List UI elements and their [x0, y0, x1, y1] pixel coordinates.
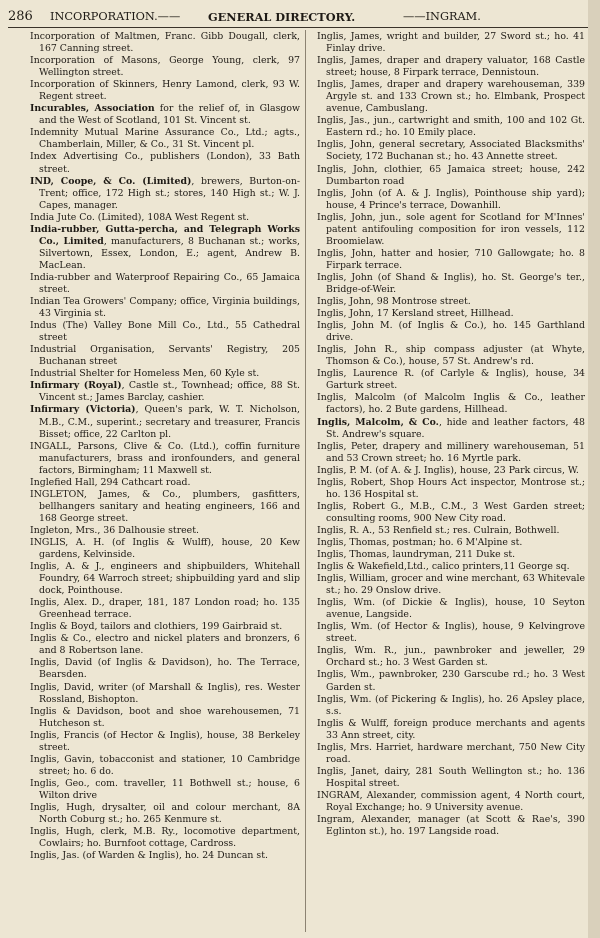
entry-bold-name: Infirmary (Victoria) — [30, 404, 136, 416]
directory-entry — [30, 151, 300, 175]
entry-text: Inglis, James, draper and drapery valuator, 168 Castle street; house, 8 Firpark terrace, Dennistoun. — [317, 55, 585, 79]
entry-text: Inglis & Boyd, tailors and clothiers, 199 Gairbraid st. — [30, 621, 283, 633]
directory-entry — [30, 621, 300, 633]
directory-entry — [30, 127, 300, 151]
entry-text: Inglis, David (of Inglis & Davidson), ho. The Terrace, Bearsden. — [30, 657, 300, 681]
entry-text: Indian Tea Growers' Company; office, Virginia buildings, 43 Virginia st. — [30, 296, 300, 320]
entry-text: Inglis, John, 98 Montrose street. — [317, 296, 471, 308]
directory-entry — [30, 441, 300, 477]
directory-entry — [30, 344, 300, 368]
directory-entry — [317, 164, 585, 188]
directory-entry — [317, 139, 585, 163]
directory-entry — [317, 296, 585, 308]
directory-entry — [317, 525, 585, 537]
entry-text: Inglis, James, draper and drapery warehouseman, 339 Argyle st. and 133 Crown st.; ho. Elmbank, Prospect avenue, Cambuslang. — [317, 79, 585, 115]
entry-text: INGALL, Parsons, Clive & Co. (Ltd.), coffin furniture manufacturers, brass and ironfounders, and general factors, Birmingham; 11 Maxwell st. — [30, 440, 300, 476]
page-header — [8, 9, 588, 28]
directory-entry — [317, 790, 585, 814]
entry-text: , manufacturers, 8 Buchanan st.; works, Silvertown, Essex, London, E.; agent, Andrew B. MacLean. — [39, 235, 300, 271]
entry-text: for the relief of, in Glasgow and the West of Scotland, 101 St. Vincent st. — [39, 103, 300, 127]
directory-entry — [30, 404, 300, 440]
directory-entry — [317, 477, 585, 501]
directory-entry — [30, 802, 300, 826]
entry-text: Inglis, Malcolm (of Malcolm Inglis & Co., leather factors), ho. 2 Bute gardens, Hillhead. — [317, 392, 585, 416]
directory-entry — [317, 344, 585, 368]
entry-bold-name: Inglis, Malcolm, & Co. — [317, 416, 439, 428]
adjacent-page-margin — [588, 0, 600, 938]
entry-text: Inglis, John, jun., sole agent for Scotland for M'Innes' patent antifouling composition for iron vessels, 112 Broomielaw. — [317, 211, 585, 247]
header-title: GENERAL DIRECTORY. — [208, 10, 356, 24]
entry-text: Inglis, Hugh, drysalter, oil and colour merchant, 8A North Coburg st.; ho. 265 Kenmure st. — [30, 802, 300, 826]
entry-text: Inglis, Francis (of Hector & Inglis), house, 38 Berkeley street. — [30, 729, 300, 753]
entry-bold-name: IND, Coope, & Co. (Limited) — [30, 175, 192, 187]
entry-text: Inglis, John, clothier, 65 Jamaica street; house, 242 Dumbarton road — [317, 163, 585, 187]
entry-text: , brewers, Burton-on-Trent; office, 172 High st.; stores, 140 High st.; W. J. Capes, manager. — [39, 175, 300, 211]
directory-entry — [30, 31, 300, 55]
directory-entry — [317, 115, 585, 139]
directory-entry — [317, 441, 585, 465]
directory-entry — [30, 477, 300, 489]
entry-text: Inglis, Laurence R. (of Carlyle & Inglis), house, 34 Garturk street. — [317, 368, 585, 392]
entry-text: Inglis & Davidson, boot and shoe warehousemen, 71 Hutcheson st. — [30, 705, 300, 729]
directory-entry — [30, 176, 300, 212]
directory-entry — [317, 537, 585, 549]
entry-text: Inglis, John M. (of Inglis & Co.), ho. 145 Garthland drive. — [317, 320, 585, 344]
directory-entry — [30, 706, 300, 730]
entry-bold-name: Incurables, Association — [30, 103, 155, 115]
directory-entry — [317, 272, 585, 296]
page-number: 286 — [8, 9, 33, 24]
entry-text: Inglis, John, 17 Kersland street, Hillhead. — [317, 308, 514, 320]
entry-text: , Castle st., Townhead; office, 88 St. Vincent st.; James Barclay, cashier. — [39, 380, 300, 404]
directory-entry — [30, 826, 300, 850]
entry-text: INGLETON, James, & Co., plumbers, gasfitters, bellhangers sanitary and heating engineers, 166 and 168 George street. — [30, 488, 300, 524]
entry-text: Inglis, John (of Shand & Inglis), ho. St. George's ter., Bridge-of-Weir. — [317, 271, 585, 295]
directory-entry — [30, 489, 300, 525]
entry-text: Inglis, John, general secretary, Associated Blacksmiths' Society, 172 Buchanan st.; ho. 43 Annette street. — [317, 139, 585, 163]
entry-text: India Jute Co. (Limited), 108A West Regent st. — [30, 211, 250, 223]
directory-entry — [30, 380, 300, 404]
directory-entry — [317, 465, 585, 477]
directory-entry — [317, 417, 585, 441]
directory-entry — [30, 224, 300, 272]
directory-entry — [317, 308, 585, 320]
entry-text: Inglis, Geo., com. traveller, 11 Bothwell st.; house, 6 Wilton drive — [30, 777, 300, 801]
entry-text: Indemnity Mutual Marine Assurance Co., Ltd.; agts., Chamberlain, Miller, & Co., 31 St. Vincent pl. — [30, 127, 300, 151]
directory-entry — [30, 320, 300, 344]
entry-text: Inglis, Robert, Shop Hours Act inspector, Montrose st.; ho. 136 Hospital st. — [317, 476, 585, 500]
entry-text: Inglis, William, grocer and wine merchant, 63 Whitevale st.; ho. 29 Onslow drive. — [317, 573, 585, 597]
directory-entry — [317, 766, 585, 790]
directory-entry — [30, 597, 300, 621]
header-section-start: INCORPORATION.—— — [50, 10, 181, 23]
entry-text: Inglis, Wm. R., jun., pawnbroker and jeweller, 29 Orchard st.; ho. 3 West Garden st. — [317, 645, 585, 669]
directory-entry — [317, 645, 585, 669]
entry-text: Incorporation of Skinners, Henry Lamond, clerk, 93 W. Regent street. — [30, 79, 300, 103]
entry-text: Inglis, Mrs. Harriet, hardware merchant, 750 New City road. — [317, 741, 585, 765]
entry-text: Inglis & Co., electro and nickel platers and bronzers, 6 and 8 Robertson lane. — [30, 633, 300, 657]
directory-entry — [30, 778, 300, 802]
entry-text: Inglis, Robert G., M.B., C.M., 3 West Garden street; consulting rooms, 900 New City road. — [317, 500, 585, 524]
entry-bold-name: India-rubber, Gutta-percha, and Telegraph Works Co., Limited — [30, 223, 300, 247]
directory-entry — [30, 525, 300, 537]
entry-text: Inglis & Wakefield,Ltd., calico printers,11 George sq. — [317, 561, 570, 573]
directory-entry — [317, 718, 585, 742]
directory-entry — [30, 296, 300, 320]
directory-entry — [30, 730, 300, 754]
directory-entry — [317, 55, 585, 79]
entry-text: Inglis, Jas., jun., cartwright and smith, 100 and 102 Gt. Eastern rd.; ho. 10 Emily place. — [317, 115, 585, 139]
entry-text: Inglis, Gavin, tobacconist and stationer, 10 Cambridge street; ho. 6 do. — [30, 753, 300, 777]
entry-text: Inglis, John, hatter and hosier, 710 Gallowgate; ho. 8 Firpark terrace. — [317, 247, 585, 271]
entry-text: , hide and leather factors, 48 St. Andrew's square. — [326, 416, 585, 440]
left-column — [30, 31, 300, 862]
directory-entry — [317, 814, 585, 838]
entry-text: Index Advertising Co., publishers (London), 33 Bath street. — [30, 151, 300, 175]
entry-text: Inglis, David, writer (of Marshall & Inglis), res. Wester Rossland, Bishopton. — [30, 681, 300, 705]
right-column — [317, 31, 585, 838]
entry-text: Inglis, James, wright and builder, 27 Sword st.; ho. 41 Finlay drive. — [317, 31, 585, 55]
entry-text: Inglis, Janet, dairy, 281 South Wellington st.; ho. 136 Hospital street. — [317, 765, 585, 789]
directory-entry — [317, 597, 585, 621]
entry-text: INGRAM, Alexander, commission agent, 4 North court, Royal Exchange; ho. 9 University avenue. — [317, 789, 585, 813]
entry-text: Inglis, P. M. (of A. & J. Inglis), house, 23 Park circus, W. — [317, 464, 579, 476]
directory-entry — [30, 272, 300, 296]
entry-text: Inglis, Wm. (of Dickie & Inglis), house, 10 Seyton avenue, Langside. — [317, 597, 585, 621]
entry-text: Inglis, Wm. (of Pickering & Inglis), ho. 26 Apsley place, s.s. — [317, 693, 585, 717]
entry-text: Inglis, John (of A. & J. Inglis), Pointhouse ship yard); house, 4 Prince's terrace, Dowanhill. — [317, 187, 585, 211]
directory-entry — [317, 392, 585, 416]
entry-text: Inglis, Wm. (of Hector & Inglis), house, 9 Kelvingrove street. — [317, 621, 585, 645]
directory-entry — [30, 657, 300, 681]
directory-entry — [30, 850, 300, 862]
directory-entry — [30, 754, 300, 778]
directory-entry — [30, 537, 300, 561]
directory-entry — [30, 55, 300, 79]
entry-text: Inglefied Hall, 294 Cathcart road. — [30, 476, 191, 488]
entry-text: Inglis, Jas. (of Warden & Inglis), ho. 24 Duncan st. — [30, 850, 268, 862]
directory-entry — [317, 212, 585, 248]
entry-text: Ingram, Alexander, manager (at Scott & Rae's, 390 Eglinton st.), ho. 197 Langside road. — [317, 814, 585, 838]
entry-bold-name: Infirmary (Royal) — [30, 380, 122, 392]
directory-entry — [30, 79, 300, 103]
entry-text: India-rubber and Waterproof Repairing Co., 65 Jamaica street. — [30, 271, 300, 295]
entry-text: Inglis, Alex. D., draper, 181, 187 London road; ho. 135 Greenhead terrace. — [30, 597, 300, 621]
entry-text: Inglis, R. A., 53 Renfield st.; res. Culrain, Bothwell. — [317, 524, 560, 536]
directory-entry — [317, 501, 585, 525]
directory-entry — [30, 633, 300, 657]
directory-entry — [317, 573, 585, 597]
directory-entry — [30, 212, 300, 224]
header-section-end: ——INGRAM. — [403, 10, 481, 23]
entry-text: Inglis, A. & J., engineers and shipbuilders, Whitehall Foundry, 64 Warroch street; shipbuilding yard and slip dock, Pointhouse. — [30, 561, 300, 597]
entry-text: Inglis, Peter, drapery and millinery warehouseman, 51 and 53 Crown street; ho. 16 Myrtle park. — [317, 440, 585, 464]
directory-entry — [317, 694, 585, 718]
directory-entry — [317, 549, 585, 561]
directory-entry — [317, 320, 585, 344]
entry-text: Indus (The) Valley Bone Mill Co., Ltd., 55 Cathedral street — [30, 320, 300, 344]
directory-entry — [30, 561, 300, 597]
entry-text: Inglis, Thomas, laundryman, 211 Duke st. — [317, 549, 516, 561]
directory-entry — [317, 188, 585, 212]
directory-entry — [30, 103, 300, 127]
directory-entry — [317, 669, 585, 693]
directory-entry — [317, 561, 585, 573]
entry-text: Inglis, John R., ship compass adjuster (at Whyte, Thomson & Co.), house, 57 St. Andrew's rd. — [317, 344, 585, 368]
entry-text: Industrial Organisation, Servants' Registry, 205 Buchanan street — [30, 344, 300, 368]
entry-text: Industrial Shelter for Homeless Men, 60 Kyle st. — [30, 368, 260, 380]
entry-text: Ingleton, Mrs., 36 Dalhousie street. — [30, 524, 199, 536]
directory-entry — [317, 368, 585, 392]
entry-text: Inglis, Thomas, postman; ho. 6 M'Alpine st. — [317, 536, 523, 548]
directory-entry — [317, 621, 585, 645]
directory-entry — [317, 31, 585, 55]
entry-text: Inglis, Hugh, clerk, M.B. Ry., locomotive department, Cowlairs; ho. Burnfoot cottage, Cardross. — [30, 826, 300, 850]
column-divider — [305, 30, 306, 932]
directory-entry — [317, 248, 585, 272]
entry-text: Incorporation of Maltmen, Franc. Gibb Dougall, clerk, 167 Canning street. — [30, 31, 300, 55]
entry-text: INGLIS, A. H. (of Inglis & Wulff), house, 20 Kew gardens, Kelvinside. — [30, 536, 300, 561]
entry-text: , Queen's park, W. T. Nicholson, M.B., C.M., superint.; secretary and treasurer, Francis Bisset; office, 22 Carlton pl. — [39, 404, 300, 440]
directory-entry — [30, 682, 300, 706]
entry-text: Inglis & Wulff, foreign produce merchants and agents 33 Ann street, city. — [317, 717, 585, 741]
entry-text: Incorporation of Masons, George Young, clerk, 97 Wellington street. — [30, 55, 300, 79]
directory-entry — [317, 79, 585, 115]
directory-entry — [317, 742, 585, 766]
entry-text: Inglis, Wm., pawnbroker, 230 Garscube rd.; ho. 3 West Garden st. — [317, 669, 585, 693]
directory-entry — [30, 368, 300, 380]
